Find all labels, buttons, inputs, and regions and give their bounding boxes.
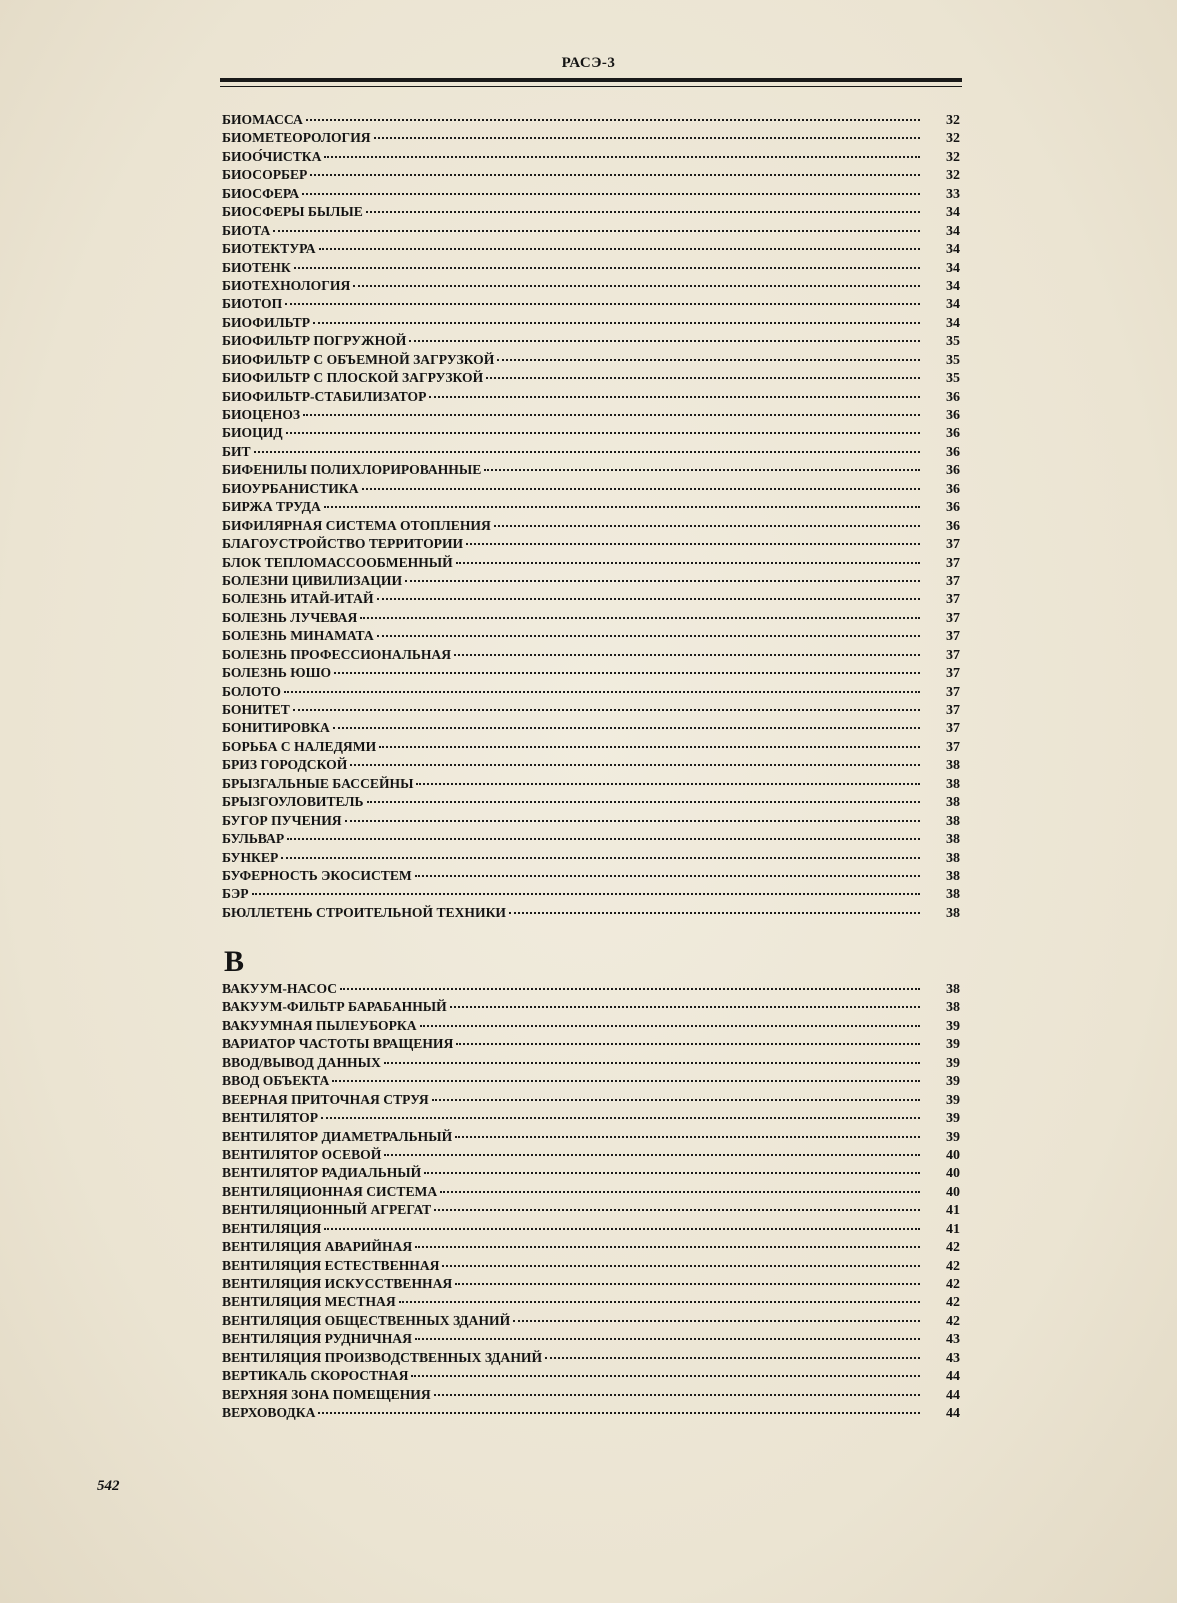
entry-term: БИТ	[222, 443, 251, 459]
dot-leader	[440, 1191, 920, 1193]
entry-term: БИОФИЛЬТР С ПЛОСКОЙ ЗАГРУЗКОЙ	[222, 370, 484, 386]
dot-leader	[285, 303, 920, 305]
entry-page: 37	[946, 537, 960, 553]
dot-leader	[384, 1062, 920, 1064]
entry-page: 38	[946, 813, 960, 829]
dot-leader	[360, 617, 920, 619]
index-entry	[222, 388, 960, 406]
entry-term: БРИЗ ГОРОДСКОЙ	[222, 757, 348, 773]
dot-leader	[405, 580, 920, 582]
entry-page: 40	[946, 1166, 960, 1182]
entry-term: БИОСФЕРА	[222, 185, 300, 201]
running-head: РАСЭ-3	[561, 55, 616, 71]
dot-leader	[486, 377, 920, 379]
index-entry	[222, 1035, 960, 1053]
dot-leader	[350, 764, 920, 766]
index-entry	[222, 461, 960, 479]
entry-page: 38	[946, 905, 960, 921]
entry-page: 32	[946, 168, 960, 184]
dot-leader	[374, 137, 920, 139]
dot-leader	[545, 1357, 920, 1359]
entry-page: 42	[946, 1313, 960, 1329]
entry-page: 36	[946, 500, 960, 516]
entry-page: 38	[946, 758, 960, 774]
dot-leader	[353, 285, 920, 287]
index-entry	[222, 812, 960, 830]
entry-page: 44	[946, 1406, 960, 1422]
entry-page: 32	[946, 131, 960, 147]
dot-leader	[513, 1320, 920, 1322]
dot-leader	[284, 691, 920, 693]
dot-leader	[287, 838, 920, 840]
entry-page: 37	[946, 555, 960, 571]
entry-page: 37	[946, 739, 960, 755]
index-entry	[222, 719, 960, 737]
dot-leader	[302, 193, 920, 195]
header-rule-thin	[220, 86, 962, 87]
dot-leader	[319, 248, 920, 250]
entry-page: 36	[946, 389, 960, 405]
entry-page: 37	[946, 666, 960, 682]
entry-term: ВЕНТИЛЯЦИЯ ПРОИЗВОДСТВЕННЫХ ЗДАНИЙ	[222, 1349, 543, 1365]
entry-term: ВЕНТИЛЯТОР РАДИАЛЬНЫЙ	[222, 1165, 422, 1181]
dot-leader	[497, 359, 920, 361]
entry-page: 36	[946, 444, 960, 460]
index-entry	[222, 1128, 960, 1146]
index-entry	[222, 756, 960, 774]
entry-page: 41	[946, 1221, 960, 1237]
dot-leader	[420, 1025, 920, 1027]
dot-leader	[424, 1172, 920, 1174]
entry-page: 38	[946, 982, 960, 997]
entry-term: БУФЕРНОСТЬ ЭКОСИСТЕМ	[222, 867, 412, 883]
entry-term: ВЕРХОВОДКА	[222, 1405, 316, 1421]
entry-term: ВЕНТИЛЯЦИЯ ЕСТЕСТВЕННАЯ	[222, 1257, 440, 1273]
index-entry	[222, 517, 960, 535]
entry-page: 36	[946, 518, 960, 534]
entry-page: 33	[946, 186, 960, 202]
index-entry	[222, 738, 960, 756]
dot-leader	[399, 1301, 920, 1303]
dot-leader	[442, 1265, 920, 1267]
entry-term: БУНКЕР	[222, 849, 279, 865]
entry-term: БОЛЕЗНЬ МИНАМАТА	[222, 628, 374, 644]
dot-leader	[434, 1394, 920, 1396]
index-entry	[222, 701, 960, 719]
index-entry	[222, 240, 960, 258]
index-entry	[222, 904, 960, 922]
dot-leader	[303, 414, 920, 416]
index-entry	[222, 1146, 960, 1164]
entry-page: 38	[946, 795, 960, 811]
dot-leader	[324, 1228, 920, 1230]
index-entry	[222, 295, 960, 313]
entry-term: БИОЦИД	[222, 425, 283, 441]
dot-leader	[362, 488, 920, 490]
entry-term: БОЛЕЗНЬ ПРОФЕССИОНАЛЬНАЯ	[222, 646, 452, 662]
entry-term: ВЕЕРНАЯ ПРИТОЧНАЯ СТРУЯ	[222, 1091, 429, 1107]
index-entry	[222, 683, 960, 701]
dot-leader	[416, 783, 920, 785]
index-entry	[222, 185, 960, 203]
index-entry	[222, 1054, 960, 1072]
entry-term: БОЛЕЗНЬ ЛУЧЕВАЯ	[222, 609, 358, 625]
entry-term: БУГОР ПУЧЕНИЯ	[222, 812, 342, 828]
entry-page: 38	[946, 868, 960, 884]
index-entry	[222, 166, 960, 184]
entry-term: ВЕНТИЛЯЦИОННАЯ СИСТЕМА	[222, 1183, 438, 1199]
index-entry	[222, 480, 960, 498]
index-entry	[222, 406, 960, 424]
entry-page: 39	[946, 1055, 960, 1071]
dot-leader	[321, 1117, 920, 1119]
entry-page: 44	[946, 1387, 960, 1403]
entry-term: БИФИЛЯРНАЯ СИСТЕМА ОТОПЛЕНИЯ	[222, 517, 491, 533]
entry-term: ВВОД ОБЪЕКТА	[222, 1073, 330, 1089]
dot-leader	[379, 746, 920, 748]
index-entry	[222, 1367, 960, 1385]
index-entry	[222, 1238, 960, 1256]
entry-page: 37	[946, 647, 960, 663]
index-section-b	[222, 111, 960, 922]
entry-page: 34	[946, 297, 960, 313]
index-entry	[222, 535, 960, 553]
entry-term: БОЛЕЗНЬ ИТАЙ-ИТАЙ	[222, 591, 374, 607]
dot-leader	[455, 1283, 920, 1285]
dot-leader	[415, 1338, 920, 1340]
entry-page: 40	[946, 1147, 960, 1163]
entry-page: 32	[946, 113, 960, 128]
dot-leader	[409, 340, 920, 342]
entry-term: БИОМЕТЕОРОЛОГИЯ	[222, 130, 371, 146]
entry-page: 43	[946, 1332, 960, 1348]
index-entry	[222, 1257, 960, 1275]
dot-leader	[456, 562, 920, 564]
index-entry	[222, 443, 960, 461]
entry-term: БИОУРБАНИСТИКА	[222, 480, 359, 496]
dot-leader	[454, 654, 920, 656]
index-section-v	[222, 980, 960, 1423]
dot-leader	[333, 727, 920, 729]
dot-leader	[456, 1043, 920, 1045]
index-entry	[222, 885, 960, 903]
entry-term: ВЕРХНЯЯ ЗОНА ПОМЕЩЕНИЯ	[222, 1386, 431, 1402]
index-entry	[222, 1164, 960, 1182]
entry-page: 37	[946, 721, 960, 737]
index-entry	[222, 111, 960, 129]
entry-page: 37	[946, 573, 960, 589]
entry-page: 37	[946, 684, 960, 700]
index-entry	[222, 148, 960, 166]
entry-term: БРЫЗГОУЛОВИТЕЛЬ	[222, 794, 364, 810]
entry-page: 34	[946, 242, 960, 258]
entry-term: ВАКУУМ-НАСОС	[222, 981, 338, 996]
index-entry	[222, 1017, 960, 1035]
entry-page: 39	[946, 1092, 960, 1108]
entry-page: 42	[946, 1258, 960, 1274]
dot-leader	[254, 451, 920, 453]
index-entry	[222, 849, 960, 867]
index-entry	[222, 867, 960, 885]
page-number: 542	[97, 1478, 120, 1494]
entry-page: 42	[946, 1240, 960, 1256]
dot-leader	[366, 211, 920, 213]
entry-term: БИОФИЛЬТР ПОГРУЖНОЙ	[222, 333, 407, 349]
index-entry	[222, 277, 960, 295]
dot-leader	[367, 801, 920, 803]
index-entry	[222, 498, 960, 516]
dot-leader	[273, 230, 920, 232]
dot-leader	[411, 1375, 920, 1377]
entry-term: БИОТА	[222, 222, 271, 238]
index-entry	[222, 369, 960, 387]
entry-term: БЮЛЛЕТЕНЬ СТРОИТЕЛЬНОЙ ТЕХНИКИ	[222, 904, 507, 920]
entry-term: ВАКУУМ-ФИЛЬТР БАРАБАННЫЙ	[222, 999, 447, 1015]
dot-leader	[415, 875, 920, 877]
index-entry	[222, 775, 960, 793]
entry-term: БИОО́ЧИСТКА	[222, 148, 322, 164]
dot-leader	[345, 820, 920, 822]
entry-page: 35	[946, 352, 960, 368]
entry-term: БЛАГОУСТРОЙСТВО ТЕРРИТОРИИ	[222, 536, 464, 552]
entry-page: 41	[946, 1203, 960, 1219]
entry-page: 34	[946, 278, 960, 294]
entry-page: 39	[946, 1074, 960, 1090]
index-entry	[222, 424, 960, 442]
dot-leader	[281, 857, 920, 859]
entry-term: БИОСФЕРЫ БЫЛЫЕ	[222, 204, 363, 220]
dot-leader	[286, 432, 920, 434]
entry-term: ВЕНТИЛЯТОР	[222, 1110, 319, 1126]
entry-term: БИФЕНИЛЫ ПОЛИХЛОРИРОВАННЫЕ	[222, 462, 482, 478]
entry-page: 34	[946, 223, 960, 239]
entry-term: БИОТОП	[222, 296, 283, 312]
entry-term: БОНИТИРОВКА	[222, 720, 330, 736]
dot-leader	[340, 988, 920, 990]
entry-page: 37	[946, 610, 960, 626]
dot-leader	[434, 1209, 920, 1211]
entry-page: 38	[946, 887, 960, 903]
entry-term: БУЛЬВАР	[222, 831, 285, 847]
entry-page: 35	[946, 371, 960, 387]
entry-term: БИОФИЛЬТР-СТАБИЛИЗАТОР	[222, 388, 427, 404]
entry-term: ВЕНТИЛЯТОР ОСЕВОЙ	[222, 1146, 382, 1162]
index-entry	[222, 627, 960, 645]
index-entry	[222, 1404, 960, 1422]
entry-term: БИОЦЕНОЗ	[222, 407, 301, 422]
index-entry	[222, 998, 960, 1016]
section-letter-v: В	[224, 945, 245, 978]
index-entry	[222, 1091, 960, 1109]
entry-page: 36	[946, 426, 960, 442]
entry-term: ВЕНТИЛЯЦИОННЫЙ АГРЕГАТ	[222, 1202, 432, 1218]
index-entry	[222, 1072, 960, 1090]
index-entry	[222, 554, 960, 572]
entry-page: 35	[946, 334, 960, 350]
entry-term: БОЛОТО	[222, 683, 281, 699]
entry-term: ВЕРТИКАЛЬ СКОРОСТНАЯ	[222, 1368, 409, 1384]
dot-leader	[318, 1412, 920, 1414]
dot-leader	[324, 156, 920, 158]
index-entry	[222, 203, 960, 221]
index-entry	[222, 314, 960, 332]
entry-page: 38	[946, 832, 960, 848]
dot-leader	[334, 672, 920, 674]
entry-term: ВЕНТИЛЯЦИЯ АВАРИЙНАЯ	[222, 1239, 413, 1255]
entry-page: 43	[946, 1350, 960, 1366]
dot-leader	[377, 598, 920, 600]
entry-page: 36	[946, 408, 960, 423]
index-entry	[222, 1201, 960, 1219]
index-entry	[222, 1386, 960, 1404]
entry-term: ВЕНТИЛЯЦИЯ ОБЩЕСТВЕННЫХ ЗДАНИЙ	[222, 1312, 511, 1328]
entry-page: 39	[946, 1129, 960, 1145]
index-entry	[222, 1312, 960, 1330]
index-entry	[222, 351, 960, 369]
entry-term: БОЛЕЗНИ ЦИВИЛИЗАЦИИ	[222, 572, 403, 588]
entry-page: 34	[946, 205, 960, 221]
entry-page: 34	[946, 315, 960, 331]
entry-page: 40	[946, 1184, 960, 1200]
index-entry	[222, 332, 960, 350]
index-entry	[222, 129, 960, 147]
entry-page: 39	[946, 1037, 960, 1053]
entry-page: 42	[946, 1277, 960, 1292]
dot-leader	[484, 469, 920, 471]
entry-term: БЛОК ТЕПЛОМАССООБМЕННЫЙ	[222, 554, 453, 570]
entry-term: БРЫЗГАЛЬНЫЕ БАССЕЙНЫ	[222, 775, 414, 791]
dot-leader	[293, 709, 920, 711]
index-entry	[222, 590, 960, 608]
index-entry	[222, 1349, 960, 1367]
entry-page: 34	[946, 260, 960, 276]
entry-page: 32	[946, 149, 960, 165]
entry-page: 38	[946, 850, 960, 866]
entry-page: 36	[946, 463, 960, 479]
dot-leader	[324, 506, 920, 508]
entry-term: БИОТЕНК	[222, 259, 291, 275]
index-entry	[222, 259, 960, 277]
entry-term: БИРЖА ТРУДА	[222, 499, 321, 515]
dot-leader	[466, 543, 920, 545]
entry-term: БИОТЕКТУРА	[222, 241, 316, 257]
index-entry	[222, 572, 960, 590]
index-entry	[222, 980, 960, 998]
entry-page: 37	[946, 629, 960, 645]
dot-leader	[377, 635, 920, 637]
entry-page: 42	[946, 1295, 960, 1311]
entry-term: ВЕНТИЛЯЦИЯ ИСКУССТВЕННАЯ	[222, 1276, 453, 1291]
dot-leader	[384, 1154, 920, 1156]
dot-leader	[509, 912, 920, 914]
entry-page: 38	[946, 776, 960, 792]
entry-term: ВЕНТИЛЯЦИЯ	[222, 1220, 322, 1236]
index-entry	[222, 646, 960, 664]
index-entry	[222, 664, 960, 682]
entry-page: 38	[946, 1000, 960, 1016]
index-entry	[222, 1293, 960, 1311]
entry-term: ВЕНТИЛЯЦИЯ РУДНИЧНАЯ	[222, 1331, 412, 1347]
entry-page: 39	[946, 1018, 960, 1034]
dot-leader	[306, 119, 920, 121]
dot-leader	[432, 1099, 920, 1101]
dot-leader	[455, 1136, 920, 1138]
entry-term: ВВОД/ВЫВОД ДАННЫХ	[222, 1054, 381, 1070]
dot-leader	[494, 525, 920, 527]
entry-page: 36	[946, 481, 960, 497]
index-entry	[222, 609, 960, 627]
entry-term: ВАКУУМНАЯ ПЫЛЕУБОРКА	[222, 1017, 417, 1033]
dot-leader	[450, 1006, 920, 1008]
dot-leader	[415, 1246, 920, 1248]
index-entry	[222, 1220, 960, 1238]
entry-term: ВЕНТИЛЯЦИЯ МЕСТНАЯ	[222, 1294, 396, 1310]
entry-term: БЭР	[222, 886, 249, 902]
dot-leader	[429, 396, 920, 398]
entry-page: 39	[946, 1111, 960, 1127]
entry-term: БИОФИЛЬТР	[222, 314, 311, 330]
entry-term: БОНИТЕТ	[222, 702, 290, 717]
entry-term: ВАРИАТОР ЧАСТОТЫ ВРАЩЕНИЯ	[222, 1036, 454, 1052]
header-rule	[220, 78, 962, 82]
dot-leader	[332, 1080, 920, 1082]
index-entry	[222, 1275, 960, 1293]
dot-leader	[310, 174, 920, 176]
entry-term: БОРЬБА С НАЛЕДЯМИ	[222, 738, 377, 754]
entry-term: БИОМАССА	[222, 112, 303, 127]
entry-term: БИОТЕХНОЛОГИЯ	[222, 277, 351, 293]
entry-page: 44	[946, 1369, 960, 1385]
dot-leader	[313, 322, 920, 324]
index-entry	[222, 793, 960, 811]
entry-term: БИОСОРБЕР	[222, 167, 308, 183]
index-entry	[222, 1330, 960, 1348]
dot-leader	[252, 893, 920, 895]
entry-term: БОЛЕЗНЬ ЮШО	[222, 665, 332, 681]
entry-page: 37	[946, 703, 960, 718]
index-entry	[222, 1109, 960, 1127]
index-entry	[222, 830, 960, 848]
index-entry	[222, 222, 960, 240]
dot-leader	[294, 267, 920, 269]
entry-term: БИОФИЛЬТР С ОБЪЕМНОЙ ЗАГРУЗКОЙ	[222, 351, 495, 367]
index-entry	[222, 1183, 960, 1201]
entry-page: 37	[946, 592, 960, 608]
entry-term: ВЕНТИЛЯТОР ДИАМЕТРАЛЬНЫЙ	[222, 1128, 453, 1144]
